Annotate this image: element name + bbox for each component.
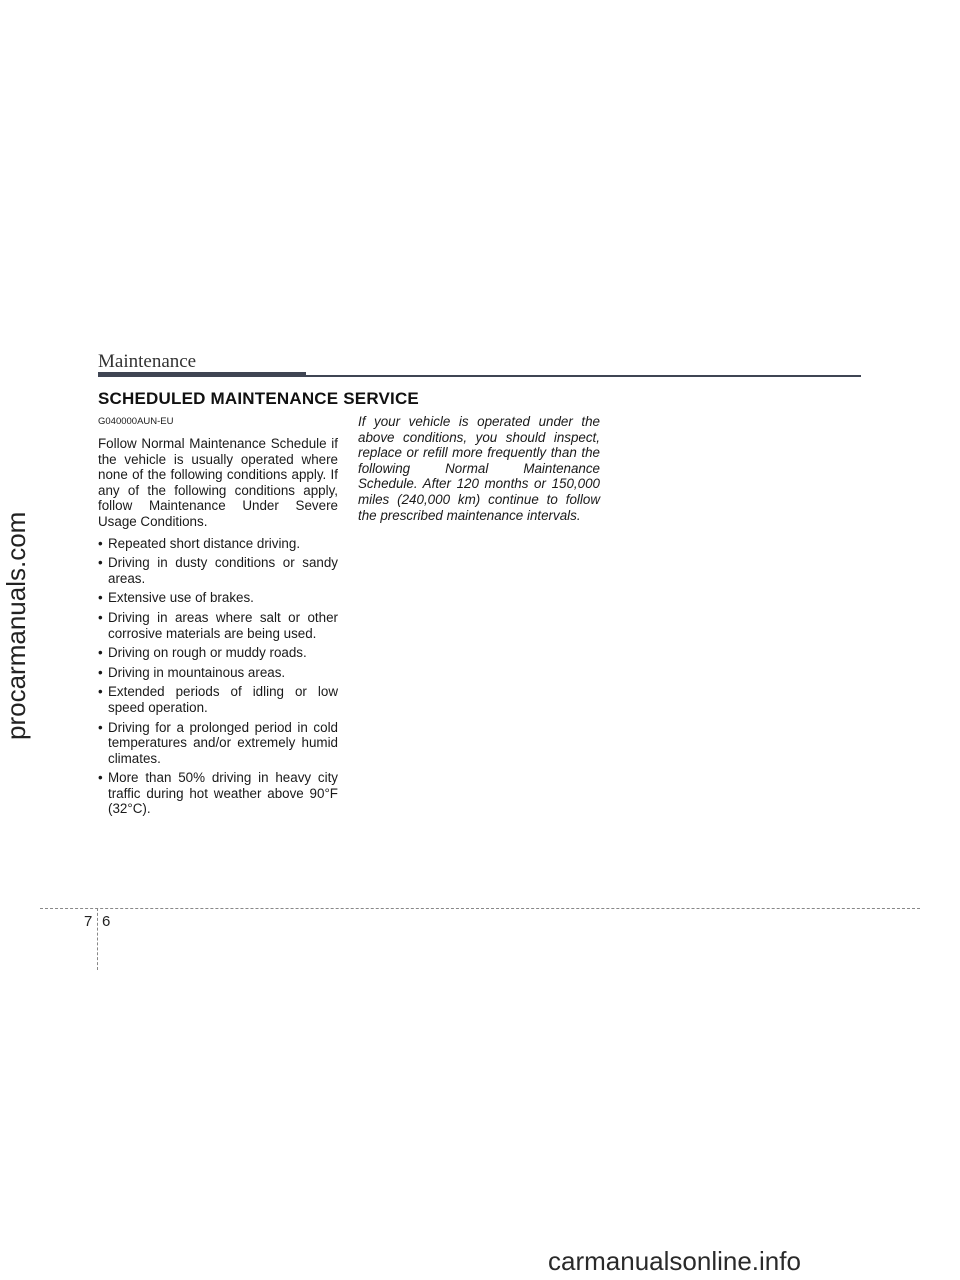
bullet-icon: •: [98, 719, 103, 735]
list-item: • Repeated short distance driving.: [98, 535, 301, 551]
severe-conditions-list: [98, 536, 338, 818]
footer-vertical-divider: [97, 908, 98, 970]
header-rule: [306, 375, 861, 377]
bottom-watermark: carmanualsonline.info: [548, 1246, 801, 1276]
bullet-icon: •: [98, 664, 103, 680]
side-watermark: procarmanuals.com: [1, 511, 31, 740]
bullet-icon: •: [98, 609, 103, 625]
bullet-icon: •: [98, 590, 103, 606]
list-item: • Driving in dusty conditions or sandy areas.: [98, 555, 338, 586]
bullet-icon: •: [98, 770, 103, 786]
note-paragraph: If your vehicle is operated under the above conditions, you should inspect, replace or refill more frequently than the following Normal Maintenance Schedule. After 120 months or 150,000 miles (240,000 km) continue to follow the prescribed maintenance intervals.: [358, 414, 600, 523]
page-number: 6: [102, 913, 111, 930]
bullet-icon: •: [98, 645, 103, 661]
chapter-number: 7: [84, 913, 93, 930]
list-item: • Driving in mountainous areas.: [98, 664, 286, 680]
footer-divider: [40, 908, 920, 909]
section-heading: SCHEDULED MAINTENANCE SERVICE: [98, 389, 419, 408]
header-bar-thick: [98, 372, 306, 377]
section-code: G040000AUN-EU: [98, 416, 174, 427]
bullet-icon: •: [98, 684, 103, 700]
list-item: • Driving on rough or muddy roads.: [98, 645, 307, 661]
list-item: • Driving for a prolonged period in cold temperatures and/or extremely humid climates.: [98, 719, 338, 766]
list-item: • Driving in areas where salt or other corrosive materials are being used.: [98, 609, 338, 641]
list-item: • Extensive use of brakes.: [98, 590, 254, 606]
list-item: • Extended periods of idling or low speed operation.: [98, 684, 338, 715]
bullet-icon: •: [98, 535, 103, 551]
bullet-icon: •: [98, 555, 103, 571]
chapter-title: Maintenance: [98, 351, 197, 372]
list-item: • More than 50% driving in heavy city traffic during hot weather above 90°F (32°C).: [98, 770, 338, 817]
left-column: [98, 416, 338, 821]
intro-paragraph: Follow Normal Maintenance Schedule if the vehicle is usually operated where none of the following conditions apply. If any of the following conditions apply, follow Maintenance Under Severe Usage Conditions.: [98, 436, 338, 529]
